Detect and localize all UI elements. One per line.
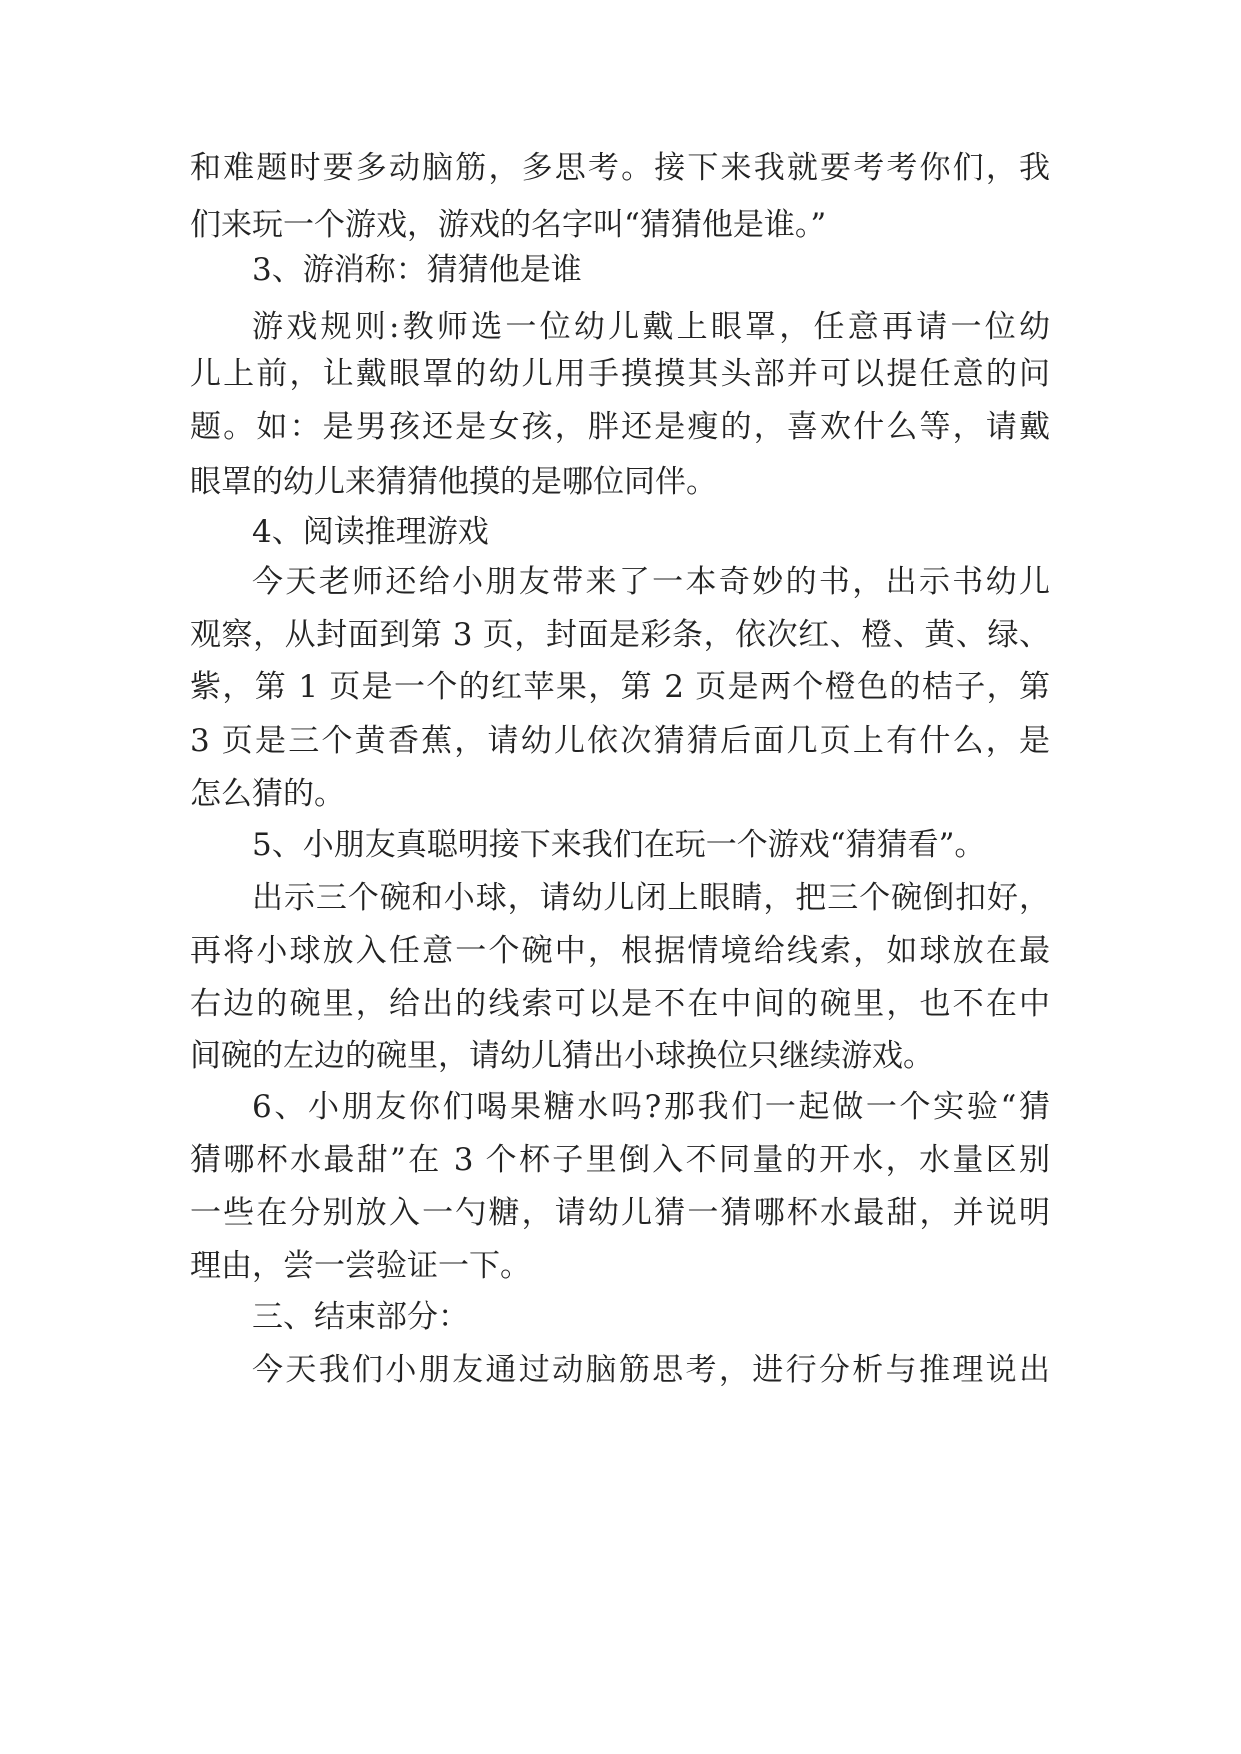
text-line: 和难题时要多动脑筋，多思考。接下来我就要考考你们，我: [190, 150, 1050, 186]
text-line: 游戏规则:教师选一位幼儿戴上眼罩，任意再请一位幼: [252, 309, 1050, 345]
text-line: 怎么猜的。: [190, 776, 345, 812]
text-line: 5、小朋友真聪明接下来我们在玩一个游戏“猜猜看”。: [252, 827, 986, 863]
text-line: 再将小球放入任意一个碗中，根据情境给线索，如球放在最: [190, 933, 1050, 969]
text-line: 6、小朋友你们喝果糖水吗?那我们一起做一个实验“猜: [252, 1089, 1050, 1125]
text-line: 儿上前，让戴眼罩的幼儿用手摸摸其头部并可以提任意的问: [190, 356, 1050, 392]
text-line: 右边的碗里，给出的线索可以是不在中间的碗里，也不在中: [190, 986, 1050, 1022]
text-line: 4、阅读推理游戏: [252, 514, 489, 550]
text-line: 猜哪杯水最甜”在 3 个杯子里倒入不同量的开水，水量区别: [190, 1142, 1050, 1178]
text-line: 眼罩的幼儿来猜猜他摸的是哪位同伴。: [190, 464, 717, 500]
text-line: 题。如：是男孩还是女孩，胖还是瘦的，喜欢什么等，请戴: [190, 409, 1050, 445]
text-line: 今天我们小朋友通过动脑筋思考，进行分析与推理说出: [252, 1352, 1050, 1388]
text-line: 今天老师还给小朋友带来了一本奇妙的书，出示书幼儿: [252, 564, 1050, 600]
text-line: 三、结束部分：: [252, 1299, 469, 1335]
text-line: 观察，从封面到第 3 页，封面是彩条，依次红、橙、黄、绿、: [190, 617, 1050, 653]
text-line: 间碗的左边的碗里，请幼儿猜出小球换位只继续游戏。: [190, 1038, 934, 1074]
text-line: 3 页是三个黄香蕉，请幼儿依次猜猜后面几页上有什么，是: [190, 723, 1050, 759]
text-line: 一些在分别放入一勺糖，请幼儿猜一猜哪杯水最甜，并说明: [190, 1195, 1050, 1231]
text-line: 们来玩一个游戏，游戏的名字叫“猜猜他是谁。”: [190, 207, 827, 243]
text-line: 出示三个碗和小球，请幼儿闭上眼睛，把三个碗倒扣好，: [252, 880, 1050, 916]
text-line: 3、游消称：猜猜他是谁: [252, 252, 582, 288]
text-line: 紫，第 1 页是一个的红苹果，第 2 页是两个橙色的桔子，第: [190, 669, 1050, 705]
text-line: 理由，尝一尝验证一下。: [190, 1248, 531, 1284]
